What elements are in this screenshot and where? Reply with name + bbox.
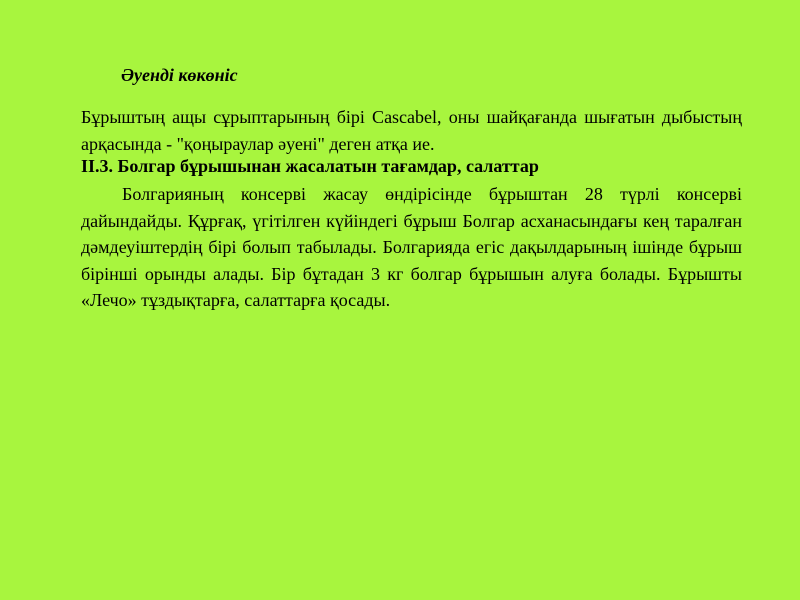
subtitle-heading: Әуенді көкөніс (121, 65, 238, 85)
paragraph-cascabel: Бұрыштың ащы сұрыптарының бірі Cascabel, оны шайқағанда шығатын дыбыстың арқасында - "қоңыраулар әуені" деген атқа ие. (81, 107, 742, 154)
paragraph-bulgaria: Болгарияның консерві жасау өндірісінде бұрыштан 28 түрлі консерві дайындайды. Құрғақ, үгітілген күйіндегі бұрыш Болгар асханасындағы кең таралған дәмдеуіштердің бірі болып табылады. Болгарияда егіс дақылдарының ішінде бұрыш бірінші орынды алады. Бір бұтадан 3 кг болгар бұрышын алуға болады. Бұрышты «Лечо» тұздықтарға, салаттарға қосады. (81, 184, 742, 310)
section-heading: II.3. Болгар бұрышынан жасалатын тағамдар, салаттар (81, 156, 539, 176)
